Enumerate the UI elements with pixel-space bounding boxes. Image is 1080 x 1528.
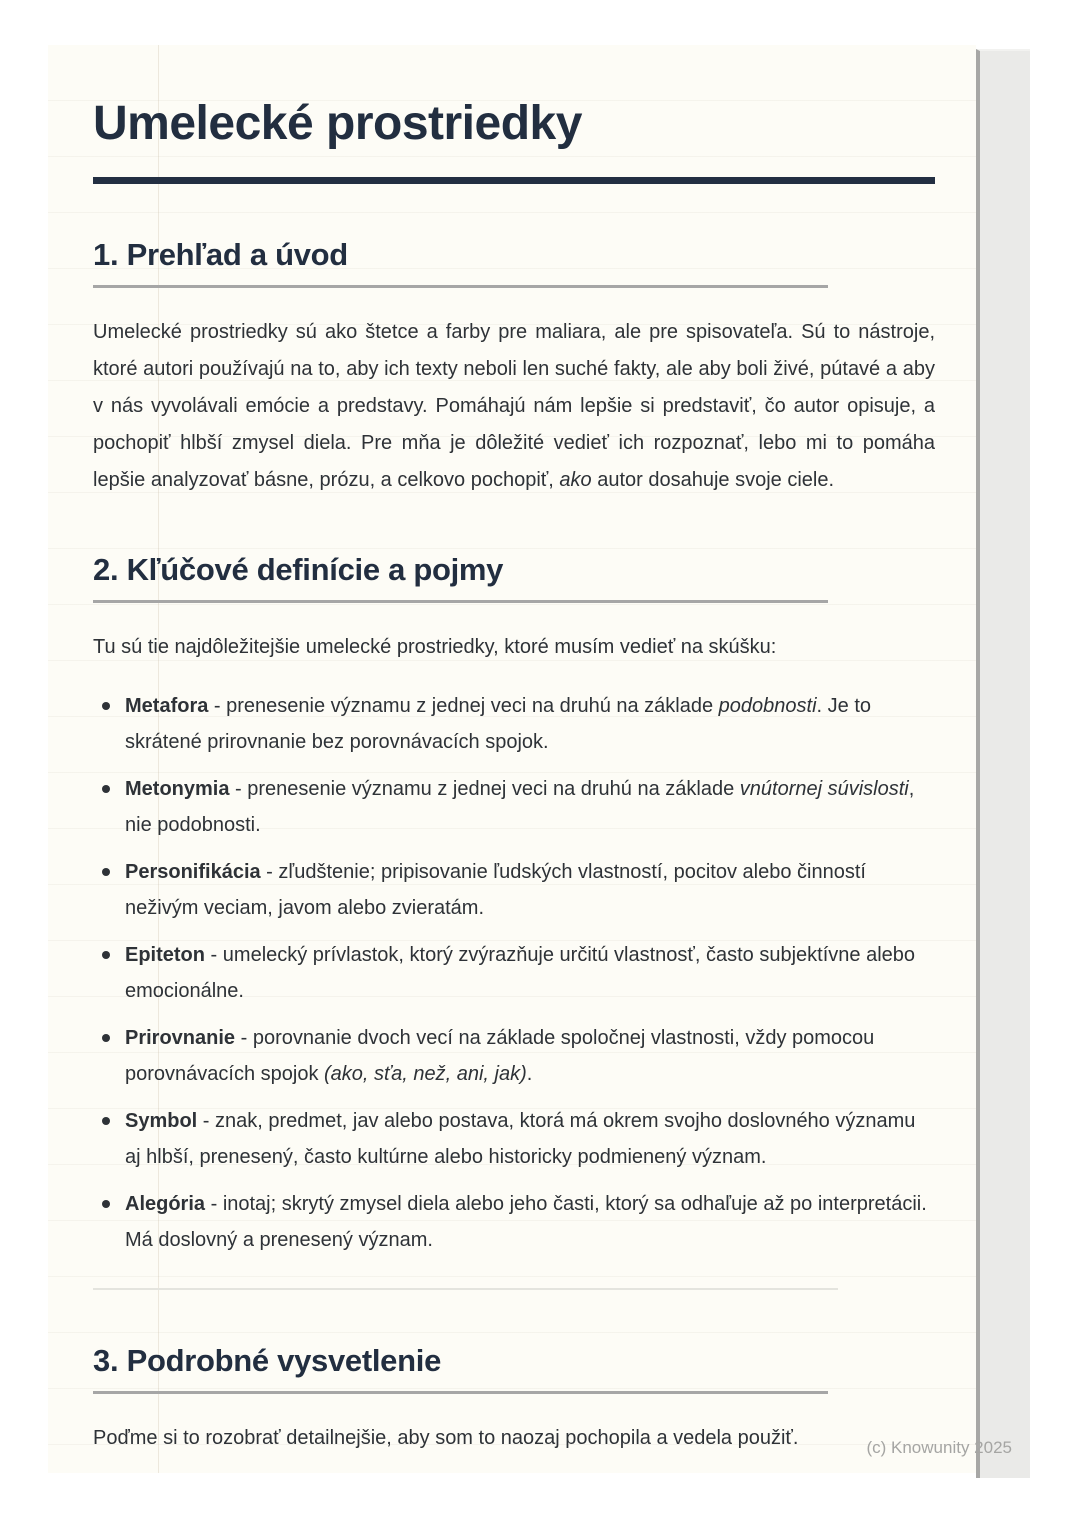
definition-text: umelecký prívlastok, ktorý zvýrazňuje určitú vlastnosť, často subjektívne alebo emocionálne. [125, 944, 916, 1002]
term-label: Alegória [125, 1193, 206, 1215]
definition-text: inotaj; skrytý zmysel diela alebo jeho časti, ktorý sa odhaľuje až po interpretácii. Má doslovný a prenesený význam. [125, 1193, 927, 1251]
definition-text: prenesenie významu z jednej veci na druhú na základe [226, 695, 719, 717]
list-item [93, 1186, 935, 1258]
definitions-list [93, 688, 935, 1258]
document-content [48, 45, 976, 1457]
definition-text: , nie podobnosti. [125, 778, 915, 836]
term-label: Epiteton [125, 944, 205, 966]
watermark: (c) Knowunity 2025 [866, 1438, 1012, 1457]
term-label: Metafora [125, 695, 209, 717]
section-heading-3: 3. Podrobné vysvetlenie [93, 1343, 442, 1378]
bullet-dot [102, 1117, 110, 1125]
section-divider [93, 1288, 838, 1290]
list-item [93, 688, 935, 760]
term-separator: - [260, 861, 279, 883]
term-label: Personifikácia [125, 861, 261, 883]
section-2-rule [93, 600, 828, 603]
bullet-dot [102, 868, 110, 876]
section-2-intro: Tu sú tie najdôležitejšie umelecké prostriedky, ktoré musím vedieť na skúšku: [93, 636, 777, 658]
definition-italic-text: podobnosti [718, 695, 817, 717]
definition-text: prenesenie významu z jednej veci na druhú na základe [247, 778, 740, 800]
document-title: Umelecké prostriedky [93, 97, 582, 150]
definition-italic-text: vnútornej súvislosti [739, 778, 909, 800]
definition-italic-text: (ako, sťa, než, ani, jak) [324, 1063, 527, 1085]
next-page-edge [976, 49, 1030, 1478]
bullet-dot [102, 1034, 110, 1042]
section-heading-2: 2. Kľúčové definície a pojmy [93, 552, 504, 587]
bullet-dot [102, 1200, 110, 1208]
term-label: Metonymia [125, 778, 230, 800]
section-3-paragraph: Poďme si to rozobrať detailnejšie, aby som to naozaj pochopila a vedela použiť. [93, 1427, 799, 1449]
title-rule [93, 177, 935, 184]
definition-text: znak, predmet, jav alebo postava, ktorá má okrem svojho doslovného významu aj hlbší, prenesený, často kultúrne alebo historicky podmienený význam. [125, 1110, 916, 1168]
bullet-dot [102, 702, 110, 710]
definition-text: . [526, 1063, 533, 1085]
definition-text: porovnanie dvoch vecí na základe spoločnej vlastnosti, vždy pomocou porovnávacích spojok [125, 1027, 875, 1085]
paragraph-italic-text: ako [559, 469, 592, 491]
term-separator: - [205, 1193, 223, 1215]
section-1-paragraph [93, 314, 935, 499]
list-item [93, 854, 935, 926]
bullet-dot [102, 785, 110, 793]
term-separator: - [229, 778, 248, 800]
term-separator: - [197, 1110, 216, 1132]
term-separator: - [235, 1027, 253, 1049]
bullet-dot [102, 951, 110, 959]
section-1-rule [93, 285, 828, 288]
list-item [93, 771, 935, 843]
term-label: Symbol [125, 1110, 198, 1132]
list-item [93, 1103, 935, 1175]
term-label: Prirovnanie [125, 1027, 236, 1049]
paragraph-text: autor dosahuje svoje ciele. [591, 469, 835, 491]
term-separator: - [208, 695, 227, 717]
list-item [93, 937, 935, 1009]
section-3-rule [93, 1391, 828, 1394]
definition-text: zľudštenie; pripisovanie ľudských vlastností, pocitov alebo činností neživým veciam, javom alebo zvieratám. [125, 861, 866, 919]
document-page [48, 45, 976, 1473]
section-heading-1: 1. Prehľad a úvod [93, 237, 348, 272]
term-separator: - [205, 944, 223, 966]
list-item [93, 1020, 935, 1092]
paragraph-text: Umelecké prostriedky sú ako štetce a farby pre maliara, ale pre spisovateľa. Sú to nástroje, ktoré autori používajú na to, aby ich texty neboli len suché fakty, ale aby boli živé, pútavé a aby v nás vyvolávali emócie a predstavy. Pomáhajú nám lepšie si predstaviť, čo autor opisuje, a pochopiť hlbší zmysel diela. Pre mňa je dôležité vedieť ich rozpoznať, lebo mi to pomáha lepšie analyzovať básne, prózu, a celkovo pochopiť, [93, 321, 935, 491]
definition-text: . Je to skrátené prirovnanie bez porovnávacích spojok. [125, 695, 872, 753]
